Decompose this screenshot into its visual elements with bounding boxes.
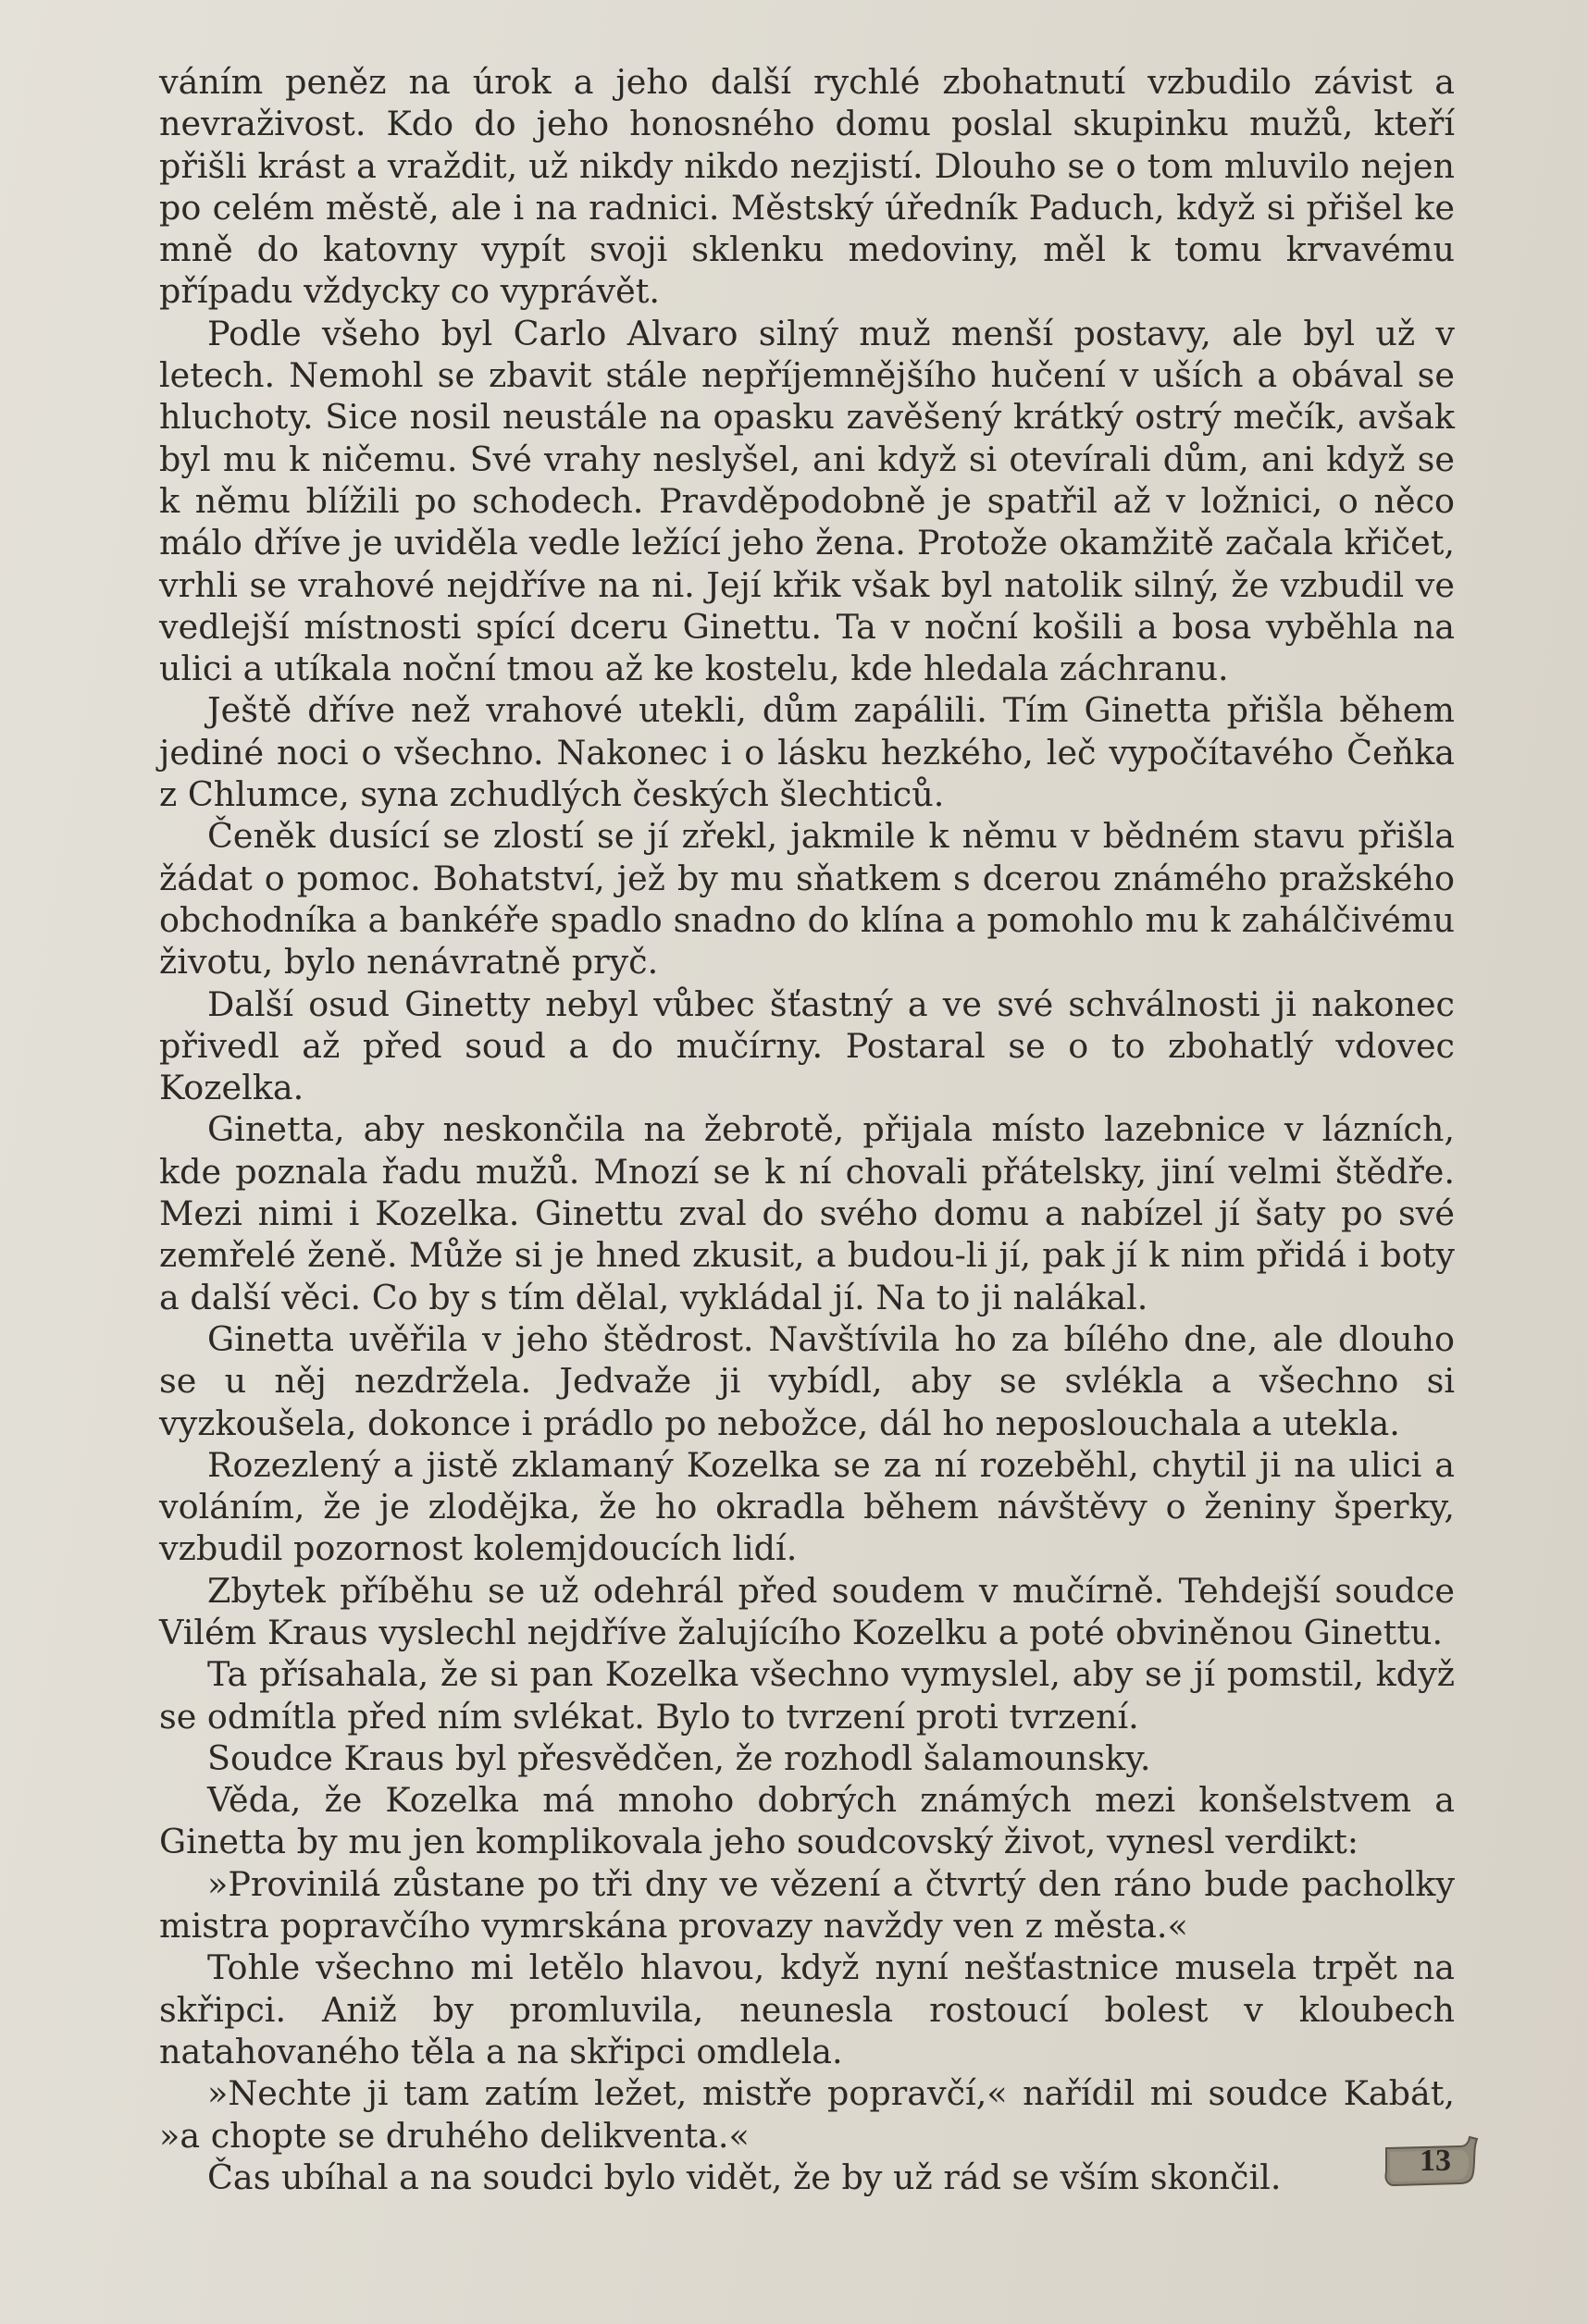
paragraph: Ginetta uvěřila v jeho štědrost. Navštívila ho za bílého dne, ale dlouho se u něj nezdržela. Jedvaže ji vybídl, aby se svlékla a všechno si vyzkoušela, dokonce i prádlo po nebožce, dál ho neposlouchala a utekla. [159,1318,1455,1443]
paragraph: Čas ubíhal a na soudci bylo vidět, že by už rád se vším skončil. [207,2157,1282,2197]
paragraph: Věda, že Kozelka má mnoho dobrých známých mezi konšelstvem a Ginetta by mu jen komplikovala jeho soudcovský život, vynesl verdikt: [159,1780,1455,1862]
paragraph: Rozezlený a jistě zklamaný Kozelka se za ní rozeběhl, chytil ji na ulici a voláním, že je zlodějka, že ho okradla během návštěvy o ženiny šperky, vzbudil pozornost kolemjdoucích lidí. [159,1444,1455,1569]
paragraph: Zbytek příběhu se už odehrál před soudem v mučírně. Tehdejší soudce Vilém Kraus vyslechl nejdříve žalujícího Kozelku a poté obviněnou Ginettu. [159,1570,1455,1652]
paragraph: Ta přísahala, že si pan Kozelka všechno vymyslel, aby se jí pomstil, když se odmítla před ním svlékat. Bylo to tvrzení proti tvrzení. [159,1654,1455,1737]
paragraph: Tohle všechno mi letělo hlavou, když nyní nešťastnice musela trpět na skřipci. Aniž by promluvila, neunesla rostoucí bolest v kloubech natahovaného těla a na skřipci omdlela. [159,1947,1455,2071]
page-number: 13 [1420,2144,1451,2178]
page-number-badge [1381,2135,1481,2187]
paragraph: Ginetta, aby neskončila na žebrotě, přijala místo lazebnice v lázních, kde poznala řadu mužů. Mnozí se k ní chovali přátelsky, jiní velmi štědře. Mezi nimi i Kozelka. Ginettu zval do svého domu a nabízel jí šaty po své zemřelé ženě. Může si je hned zkusit, a budou-li jí, pak jí k nim přidá i boty a další věci. Co by s tím dělal, vykládal jí. Na to ji nalákal. [159,1109,1455,1317]
paragraph: Soudce Kraus byl přesvědčen, že rozhodl šalamounsky. [207,1737,1151,1778]
paragraph: Podle všeho byl Carlo Alvaro silný muž menší postavy, ale byl už v letech. Nemohl se zbavit stále nepříjemnějšího hučení v uších a obával se hluchoty. Sice nosil neustále na opasku zavěšený krátký ostrý mečík, avšak byl mu k ničemu. Své vrahy neslyšel, ani když si otevírali dům, ani když se k němu blížili po schodech. Pravděpodobně je spatřil až v ložnici, o něco málo dříve je uviděla vedle ležící jeho žena. Protože okamžitě začala křičet, vrhli se vrahové nejdříve na ni. Její křik však byl natolik silný, že vzbudil ve vedlejší místnosti spící dceru Ginettu. Ta v noční košili a bosa vyběhla na ulici a utíkala noční tmou až ke kostelu, kde hledala záchranu. [159,313,1455,689]
paragraph: Další osud Ginetty nebyl vůbec šťastný a ve své schválnosti ji nakonec přivedl až před soud a do mučírny. Postaral se o to zbohatlý vdovec Kozelka. [159,983,1455,1108]
body-text [159,61,1455,2198]
paragraph: »Nechte ji tam zatím ležet, mistře popravčí,« nařídil mi soudce Kabát, »a chopte se druhého delikventa.« [159,2073,1455,2156]
paragraph: Čeněk dusící se zlostí se jí zřekl, jakmile k němu v bědném stavu přišla žádat o pomoc. Bohatství, jež by mu sňatkem s dcerou známého pražského obchodníka a bankéře spadlo snadno do klína a pomohlo mu k zahálčivému životu, bylo nenávratně pryč. [159,816,1455,983]
paragraph: váním peněz na úrok a jeho další rychlé zbohatnutí vzbudilo závist a nevraživost. Kdo do jeho honosného domu poslal skupinku mužů, kteří přišli krást a vraždit, už nikdy nikdo nezjistí. Dlouho se o tom mluvilo nejen po celém městě, ale i na radnici. Městský úředník Paduch, když si přišel ke mně do katovny vypít svoji sklenku medoviny, měl k tomu krvavému případu vždycky co vyprávět. [159,62,1455,312]
paragraph: »Provinilá zůstane po tři dny ve vězení a čtvrtý den ráno bude pacholky mistra popravčího vymrskána provazy navždy ven z města.« [159,1863,1455,1947]
paragraph: Ještě dříve než vrahové utekli, dům zapálili. Tím Ginetta přišla během jediné noci o všechno. Nakonec i o lásku hezkého, leč vypočítavého Čeňka z Chlumce, syna zchudlých českých šlechticů. [159,690,1455,815]
